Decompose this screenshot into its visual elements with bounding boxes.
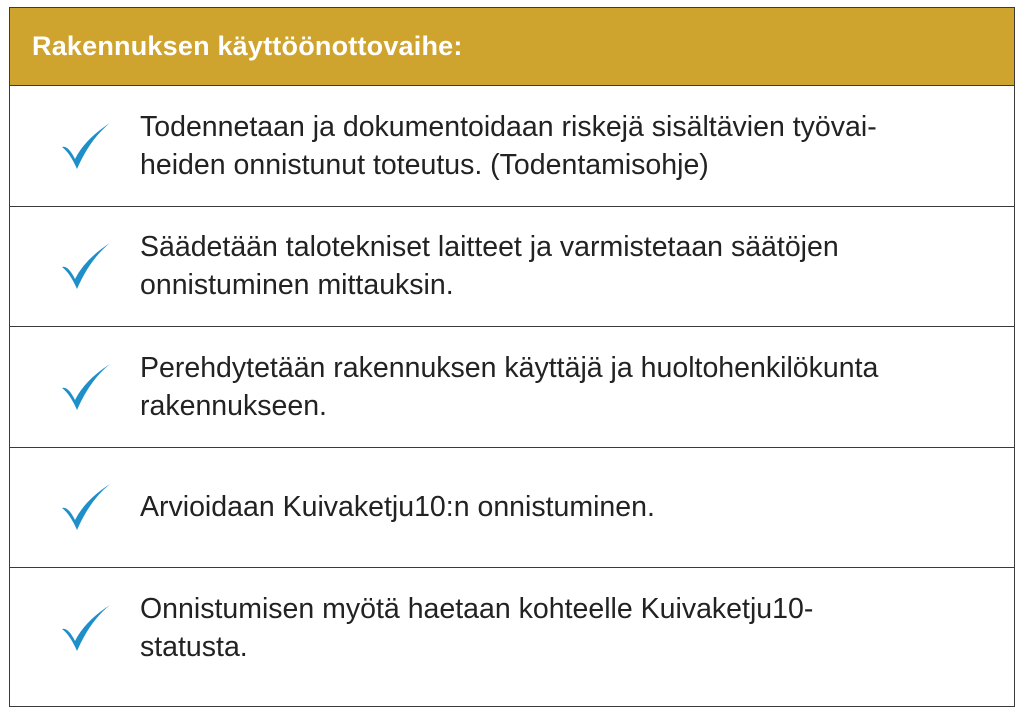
checklist-row [10,86,1014,207]
checklist-row [10,207,1014,328]
checklist-item-text: Säädetään talotekniset laitteet ja varmistetaan säätöjen onnistuminen mittauksin. [140,231,839,302]
table-header [10,8,1014,86]
checklist-item-text: Onnistumisen myötä haetaan kohteelle Kuivaketju10- statusta. [140,593,814,664]
checkmark-icon [10,601,140,655]
header-title: Rakennuksen käyttöönottovaihe: [32,31,463,61]
checklist-item-text: Todennetaan ja dokumentoidaan riskejä sisältävien työvai- heiden onnistunut toteutus. (Todentamisohje) [140,110,877,181]
checkmark-icon [10,480,140,534]
checklist-row [10,327,1014,448]
checklist-row [10,568,1014,689]
checklist-item-text: Arvioidaan Kuivaketju10:n onnistuminen. [140,491,655,524]
checkmark-icon [10,119,140,173]
checklist-table [9,7,1015,707]
checkmark-icon [10,360,140,414]
checklist-row [10,448,1014,569]
checkmark-icon [10,239,140,293]
checklist-item-text: Perehdytetään rakennuksen käyttäjä ja huoltohenkilökunta rakennukseen. [140,351,879,422]
